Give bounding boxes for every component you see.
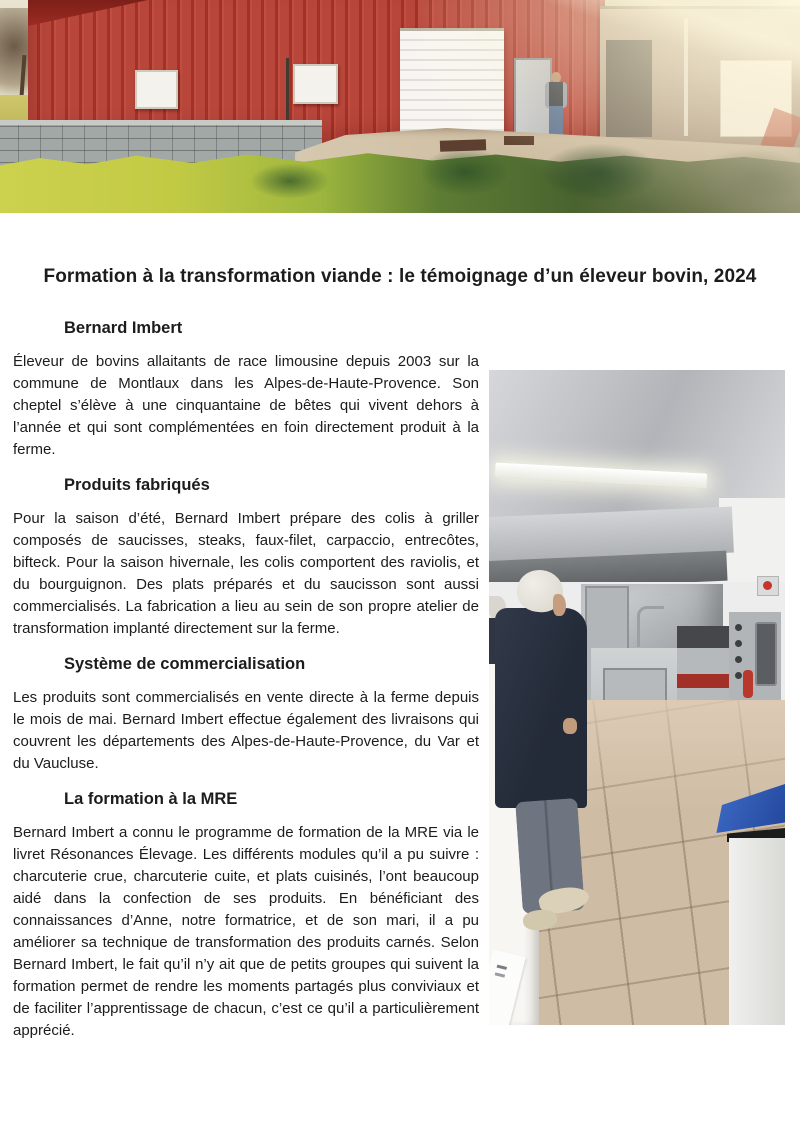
wall-alarm-box: [757, 576, 779, 596]
section-heading-bernard-imbert: Bernard Imbert: [64, 319, 183, 337]
man-face: [553, 594, 566, 616]
section-heading-la-formation-a-la-mre: La formation à la MRE: [64, 790, 238, 808]
bush: [540, 143, 660, 201]
section-paragraph: Bernard Imbert a connu le programme de formation de la MRE via le livret Résonances Élevage. Les différents modules qu’il a pu suivre : charcuterie crue, charcuterie cuite, et plats cuisinés, l’ont beaucoup aidé dans la confection de ses produits. En bénéficiant des connaissances d’Anne, notre formatrice, et de son mari, il a pu améliorer sa technique de transformation des produits carnés. Selon Bernard Imbert, le fait qu’il n’y ait que de petits groupes qui suivent la formation permet de rendre les moments partagés plus conviviaux et de faciliter l’apprentissage de chacun, c’est ce qu’il a particulièrement apprécié.: [13, 824, 479, 1039]
waste-bin-body: [729, 838, 785, 1025]
combi-oven: [729, 612, 781, 714]
page-title: Formation à la transformation viande : le témoignage d’un éleveur bovin, 2024: [43, 265, 757, 287]
farmer-torso: [545, 82, 567, 108]
section-paragraph: Les produits sont commercialisés en vente directe à la ferme depuis le mois de mai. Bernard Imbert effectue également des livraisons qui couvrent les départements des Alpes-de-Haute-Provence, du Var et du Vaucluse.: [13, 689, 479, 772]
stone-building-doorway: [606, 40, 652, 137]
man-jacket: [495, 608, 587, 808]
kitchen-workshop-photo: [489, 370, 785, 1025]
section-heading-produits-fabriques: Produits fabriqués: [64, 476, 210, 494]
farm-building-photo: [0, 0, 800, 213]
bush: [250, 163, 330, 199]
oven-window: [755, 622, 777, 686]
barn-window: [135, 70, 178, 109]
door-mat: [504, 136, 534, 145]
section-paragraph: Pour la saison d’été, Bernard Imbert prépare des colis à griller composés de saucisses, steaks, faux-filet, carpaccio, entrecôtes, bifteck. Pour la saison hivernale, les colis comportent des raviolis, et du bourguignon. Des plats préparés et du saucisson sont aussi commercialisés. La fabrication a lieu au sein de son propre atelier de transformation implanté directement sur la ferme.: [13, 510, 479, 637]
roller-door: [400, 28, 504, 144]
bush: [695, 148, 800, 206]
section-heading-systeme-de-commercialisation: Système de commercialisation: [64, 655, 306, 673]
barn-window: [293, 64, 338, 104]
bush: [420, 148, 510, 196]
article-body: [13, 305, 479, 1056]
oven-dials: [735, 624, 742, 631]
grass-foreground: [0, 152, 800, 213]
fire-extinguisher: [743, 670, 753, 698]
man-hand: [563, 718, 577, 734]
farmer-figure: [542, 72, 570, 142]
section-paragraph: Éleveur de bovins allaitants de race limousine depuis 2003 sur la commune de Montlaux dans les Alpes-de-Haute-Provence. Son cheptel s’élève à une cinquantaine de bêtes qui vivent dehors à l’année et qui sont complémentées en foin directement produit à la ferme.: [13, 353, 479, 458]
faucet: [637, 606, 664, 647]
